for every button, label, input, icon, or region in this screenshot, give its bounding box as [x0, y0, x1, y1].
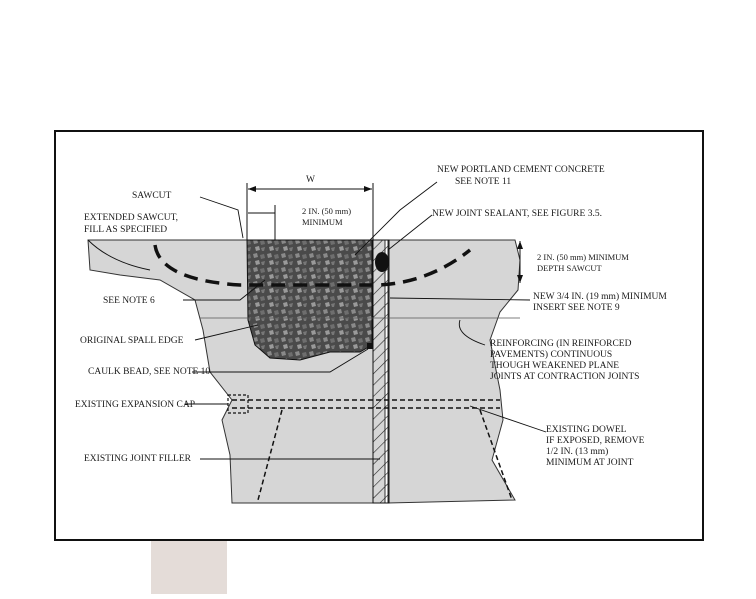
insert-label-1: NEW 3/4 IN. (19 mm) MINIMUM — [533, 292, 667, 302]
reinf-label-2: PAVEMENTS) CONTINUOUS — [490, 350, 613, 360]
new-pcc-label-2: SEE NOTE 11 — [455, 177, 512, 187]
dowel-label-4: MINIMUM AT JOINT — [546, 458, 634, 468]
spall-edge-label: ORIGINAL SPALL EDGE — [80, 336, 184, 346]
dowel-label-1: EXISTING DOWEL — [546, 425, 627, 435]
dowel-label-3: 1/2 IN. (13 mm) — [546, 447, 609, 457]
depth-label-2: DEPTH SAWCUT — [537, 263, 602, 273]
depth-label-1: 2 IN. (50 mm) MINIMUM — [537, 252, 629, 262]
caulk-bead — [367, 343, 373, 349]
dowel-label-2: IF EXPOSED, REMOVE — [546, 436, 645, 446]
exp-cap-label: EXISTING EXPANSION CAP — [75, 400, 195, 410]
new-sealant-label: NEW JOINT SEALANT, SEE FIGURE 3.5. — [432, 209, 602, 219]
ext-sawcut-label-1: EXTENDED SAWCUT, — [84, 213, 179, 223]
new-pcc-label-1: NEW PORTLAND CEMENT CONCRETE — [437, 165, 605, 175]
two-in-label-2: MINIMUM — [302, 217, 343, 227]
joint-insert — [373, 240, 389, 503]
color-swatch — [151, 541, 227, 594]
reinf-label-4: JOINTS AT CONTRACTION JOINTS — [490, 372, 640, 382]
reinf-label-3: THOUGH WEAKENED PLANE — [490, 361, 620, 371]
ext-sawcut-label-2: FILL AS SPECIFIED — [84, 225, 168, 235]
reinf-label-1: REINFORCING (IN REINFORCED — [490, 339, 632, 349]
width-symbol: W — [306, 175, 315, 185]
insert-label-2: INSERT SEE NOTE 9 — [533, 303, 620, 313]
new-concrete-patch — [247, 240, 372, 360]
two-in-label-1: 2 IN. (50 mm) — [302, 206, 352, 216]
sawcut-label: SAWCUT — [132, 191, 172, 201]
see-note6-label: SEE NOTE 6 — [103, 296, 155, 306]
caulk-bead-label: CAULK BEAD, SEE NOTE 10 — [88, 367, 211, 377]
joint-filler-label: EXISTING JOINT FILLER — [84, 454, 191, 464]
joint-sealant — [375, 252, 389, 272]
